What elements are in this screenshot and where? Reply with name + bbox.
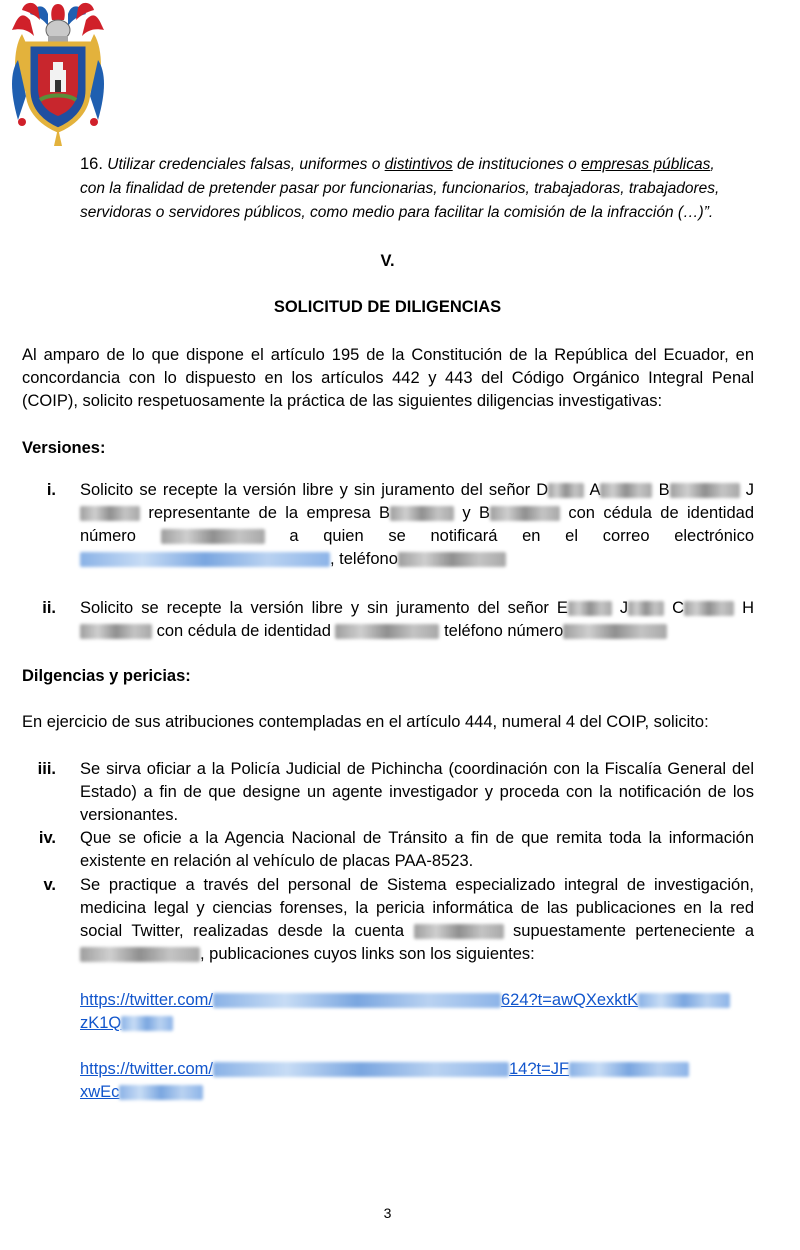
item-text-part: , teléfono (330, 550, 398, 568)
redacted-id-number (335, 624, 439, 639)
item-text-part: H (742, 599, 755, 617)
item-text-part: Solicito se recepte la versión libre y sin juramento del señor D (80, 481, 549, 499)
section-title: SOLICITUD DE DILIGENCIAS (273, 298, 502, 316)
redacted-name (684, 601, 734, 616)
redacted-id-number (161, 529, 265, 544)
vehicle-plate: PAA-8523. (394, 852, 474, 870)
item-text-part: Que se oficie a la Agencia Nacional de Tránsito a fin de que remita toda la información existente en relación al vehículo de placas (80, 829, 754, 870)
link-text[interactable]: 14?t=JF (508, 1060, 570, 1078)
link-text[interactable]: zK1Q (80, 1014, 122, 1032)
item-text-part: representante de la empresa B (140, 504, 391, 522)
link-text[interactable]: xwEc (80, 1083, 120, 1101)
item-text: Se sirva oficiar a la Policía Judicial de Pichincha (coordinación con la Fiscalía General del Estado) a fin de que designe un agente investigador y proceda con la notificación de los versionantes. (80, 760, 754, 824)
tweet-link-2[interactable] (80, 1058, 760, 1104)
redacted-company (390, 506, 454, 521)
item-text (80, 827, 754, 873)
redacted-company (490, 506, 560, 521)
redacted-name (80, 624, 152, 639)
redacted-url (119, 1085, 203, 1100)
section-number: V. (380, 252, 395, 270)
quote-text: de instituciones o (452, 156, 582, 173)
redacted-name (628, 601, 664, 616)
item-numeral: i. (46, 481, 56, 499)
redacted-name (80, 947, 200, 962)
intro-paragraph: Al amparo de lo que dispone el artículo 195 de la Constitución de la República del Ecuador, en concordancia con lo dispuesto en los artículos 442 y 443 del Código Orgánico Integral Penal (COIP), solicito respetuosamente la práctica de las siguientes diligencias investigativas: (22, 346, 754, 410)
redacted-account (414, 924, 504, 939)
item-text-part: Se practique a través del personal de Sistema especializado integral de investigación, medicina legal y ciencias forenses, la pericia informática de las publicaciones en la red social Twitter, realizadas desde la cuenta (80, 876, 754, 940)
redacted-email (80, 552, 330, 567)
item-text-part: C (664, 599, 685, 617)
diligencias-heading: Dilgencias y pericias: (22, 667, 191, 685)
item-numeral: iv. (38, 829, 56, 847)
item-text-part: con cédula de identidad (152, 622, 336, 640)
item-text-part: , publicaciones cuyos links son los siguientes: (200, 945, 535, 963)
redacted-phone (398, 552, 506, 567)
item-text-part: J (745, 481, 754, 499)
quote-underlined-2: empresas públicas (581, 156, 711, 173)
redacted-url (213, 993, 501, 1008)
item-text-part: teléfono número (439, 622, 564, 640)
redacted-name (568, 601, 612, 616)
redacted-url (121, 1016, 173, 1031)
quote-line: con la finalidad de pretender pasar por funcionarias, funcionarios, trabajadoras, trabajadores, (80, 180, 720, 197)
item-text-part: J (611, 599, 629, 617)
item-numeral: iii. (37, 760, 56, 778)
link-text[interactable]: https://twitter.com/ (80, 1060, 213, 1078)
quote-text: , (710, 156, 715, 173)
quoted-article (80, 152, 760, 225)
item-text (80, 597, 754, 643)
redacted-name (80, 506, 140, 521)
redacted-name (548, 483, 584, 498)
tweet-link-1[interactable] (80, 989, 760, 1035)
item-text-part: y B (454, 504, 490, 522)
item-text-part: Solicito se recepte la versión libre y sin juramento del señor E (80, 599, 568, 617)
redacted-phone (563, 624, 667, 639)
item-numeral: ii. (42, 599, 56, 617)
item-numeral: v. (43, 876, 56, 894)
coat-of-arms-logo (8, 0, 108, 148)
item-text-part: supuestamente perteneciente a (503, 922, 755, 940)
page-number: 3 (383, 1205, 392, 1221)
redacted-url (569, 1062, 689, 1077)
item-text-part: A (584, 481, 601, 499)
item-text-part: a quien se notificará en el correo electrónico (264, 527, 754, 545)
link-text[interactable]: 624?t=awQXexktK (500, 991, 639, 1009)
quote-underlined-1: distintivos (384, 156, 453, 173)
quote-line: servidoras o servidores públicos, como medio para facilitar la comisión de la infracción (…)”. (80, 204, 714, 221)
quote-text: Utilizar credenciales falsas, uniformes o (107, 156, 385, 173)
item-text-part: con cédula de identidad número (80, 504, 754, 545)
redacted-url (213, 1062, 509, 1077)
redacted-name (670, 483, 740, 498)
item-text-part: B (652, 481, 670, 499)
redacted-url (638, 993, 730, 1008)
quote-number: 16. (80, 155, 103, 173)
versiones-heading: Versiones: (22, 439, 106, 457)
item-text (80, 874, 754, 966)
diligencias-intro: En ejercicio de sus atribuciones contempladas en el artículo 444, numeral 4 del COIP, solicito: (22, 713, 709, 731)
redacted-name (600, 483, 652, 498)
item-text (80, 479, 754, 571)
link-text[interactable]: https://twitter.com/ (80, 991, 213, 1009)
